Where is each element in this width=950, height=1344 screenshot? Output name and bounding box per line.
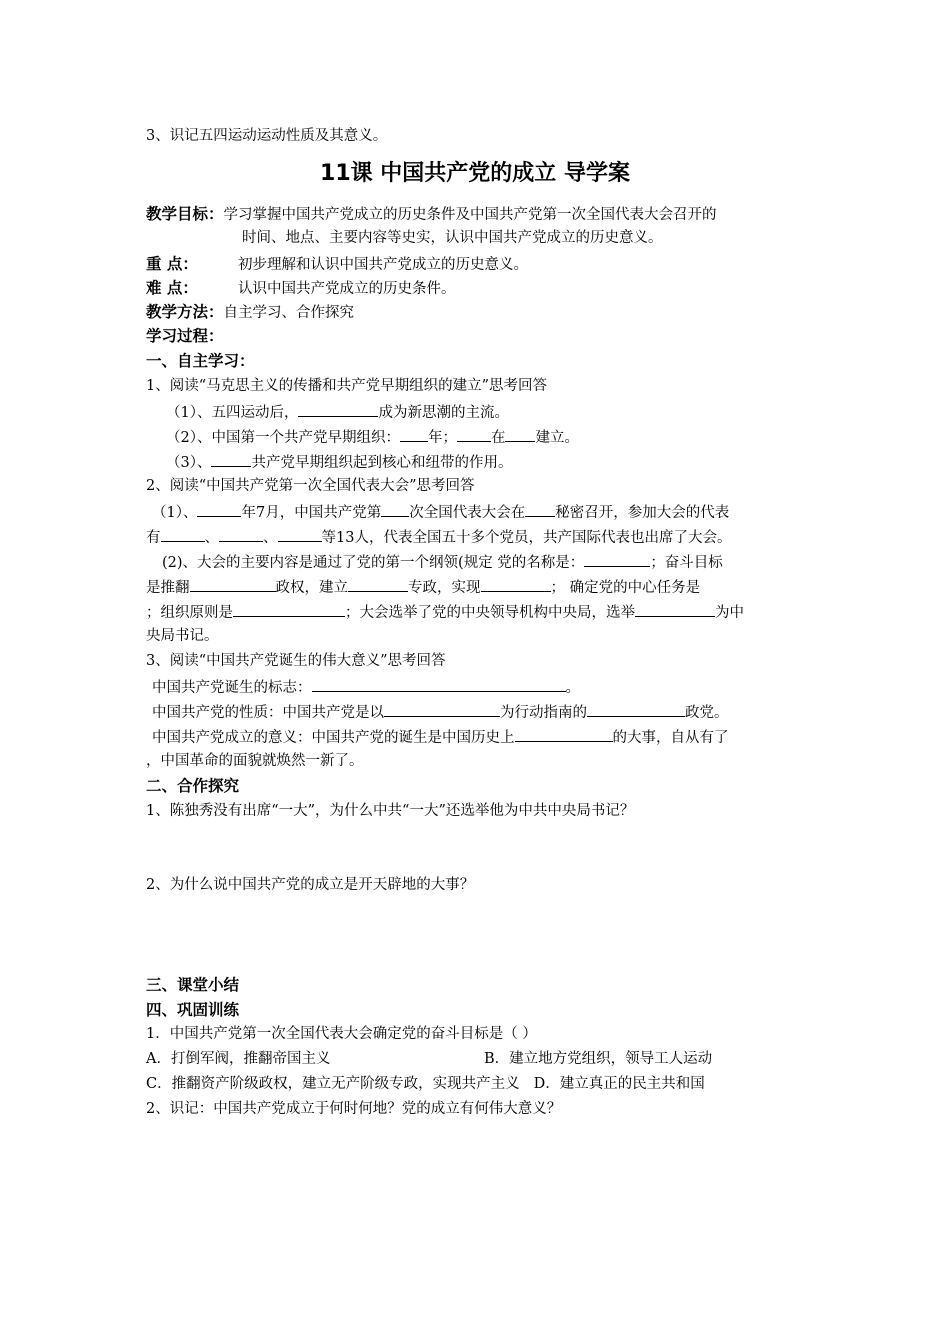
answer-blank[interactable]: [457, 426, 491, 442]
q2-item-1-text: （1）、: [152, 505, 198, 521]
option-a: A．打倒军阀，推翻帝国主义: [146, 1051, 331, 1067]
q2-sep: 、: [204, 530, 219, 546]
q2-item-1-cont: [146, 526, 731, 548]
answer-blank[interactable]: [298, 401, 378, 417]
q3-item-1: [152, 676, 580, 698]
section-2-heading: 二、合作探究: [146, 777, 240, 795]
answer-blank[interactable]: [278, 526, 322, 542]
q1-item-3: [166, 451, 512, 473]
q3-item-3-text: 中国共产党成立的意义：中国共产党的诞生是中国历史上: [152, 730, 515, 746]
q3-item-3: [152, 726, 729, 748]
s2-question-1: 1、陈独秀没有出席“一大”，为什么中共“一大”还选举他为中共中央局书记？: [146, 803, 635, 819]
answer-blank[interactable]: [190, 576, 276, 592]
q3-item-2-text: 中国共产党的性质：中国共产党是以: [152, 705, 384, 721]
method-label: 教学方法：: [146, 303, 224, 321]
q2-item-2-text: (2)、大会的主要内容是通过了党的第一个纲领(规定 党的名称是：: [162, 555, 585, 571]
answer-blank[interactable]: [197, 501, 241, 517]
answer-blank[interactable]: [481, 576, 551, 592]
q1-item-2-end: 建立。: [535, 430, 579, 446]
answer-blank[interactable]: [584, 551, 650, 567]
q2-item-1-text-e: 有: [146, 530, 161, 546]
q2-item-2-text-f: ； 确定党的中心任务是: [550, 580, 701, 596]
answer-blank[interactable]: [312, 676, 566, 692]
q2-item-1-text-h: 等13人，代表全国五十多个党员，共产国际代表也出席了大会。: [321, 530, 732, 546]
option-c: C．推翻资产阶级政权，建立无产阶级专政，实现共产主义: [146, 1076, 520, 1092]
prev-item: 3、识记五四运动运动性质及其意义。: [146, 128, 388, 144]
section-4-heading: 四、巩固训练: [146, 1001, 240, 1019]
answer-blank[interactable]: [587, 701, 685, 717]
answer-blank[interactable]: [525, 501, 555, 517]
option-b: B．建立地方党组织，领导工人运动: [484, 1051, 713, 1067]
q2-item-2-text-i: 为中: [715, 605, 744, 621]
answer-blank[interactable]: [400, 426, 428, 442]
objective-line: [146, 204, 717, 225]
q3-item-1-end: 。: [565, 680, 580, 696]
s4-options-row-1: [146, 1049, 712, 1069]
q3-item-2-text-b: 为行动指南的: [500, 705, 587, 721]
q3-item-2-end: 政党。: [685, 705, 729, 721]
q2-item-2-text-g: ；组织原则是: [146, 605, 233, 621]
answer-blank[interactable]: [211, 451, 251, 467]
key-label: 重 点：: [146, 255, 198, 273]
answer-blank[interactable]: [384, 701, 500, 717]
answer-blank[interactable]: [161, 526, 205, 542]
q1-item-2: [166, 426, 579, 448]
q1-item-2-text: （2）、中国第一个共产党早期组织：: [166, 430, 400, 446]
q2-item-1: [152, 501, 729, 523]
page-title: 11课 中国共产党的成立 导学案: [320, 161, 630, 186]
process-heading: 学习过程：: [146, 327, 224, 345]
q3-item-3-cont: ，中国革命的面貌就焕然一新了。: [146, 753, 364, 769]
q1-item-1-text-end: 成为新思潮的主流。: [378, 405, 509, 421]
q1-item-2-year: 年；: [427, 430, 457, 446]
q2-item-2-cont-2: [146, 601, 744, 623]
objective-label: 教学目标：: [146, 205, 224, 223]
q3-item-3-text-b: 的大事，自从有了: [612, 730, 729, 746]
q1-item-3-text: （3）、: [166, 455, 212, 471]
difficulty: [146, 278, 456, 299]
q2-item-1-text-b: 年7月，中国共产党第: [241, 505, 382, 521]
q2-sep: 、: [263, 530, 278, 546]
answer-blank[interactable]: [348, 576, 408, 592]
q2-item-2-text-c: 是推翻: [146, 580, 190, 596]
answer-blank[interactable]: [505, 426, 535, 442]
q3-item-1-text: 中国共产党诞生的标志：: [152, 680, 312, 696]
answer-blank[interactable]: [219, 526, 263, 542]
q2-title: 2、阅读“中国共产党第一次全国代表大会”思考回答: [146, 478, 475, 494]
q1-item-1-text: （1）、五四运动后，: [166, 405, 299, 421]
answer-blank[interactable]: [635, 601, 715, 617]
q2-item-2: [162, 551, 723, 573]
q2-item-2-text-b: ；奋斗目标: [650, 555, 723, 571]
q2-item-2-text-d: 政权，建立: [275, 580, 348, 596]
objective-line-2: 时间、地点、主要内容等史实，认识中国共产党成立的历史意义。: [242, 230, 663, 246]
s2-question-2: 2、为什么说中国共产党的成立是开天辟地的大事？: [146, 877, 475, 893]
s4-question-2: 2、识记：中国共产党成立于何时何地？党的成立有何伟大意义？: [146, 1101, 562, 1117]
q1-item-3-text-end: 共产党早期组织起到核心和纽带的作用。: [251, 455, 513, 471]
answer-blank[interactable]: [515, 726, 613, 742]
q1-item-2-at: 在: [490, 430, 506, 446]
answer-blank[interactable]: [381, 501, 409, 517]
objective-text: 学习掌握中国共产党成立的历史条件及中国共产党第一次全国代表大会召开的: [223, 207, 717, 223]
difficulty-label: 难 点：: [146, 279, 198, 297]
difficulty-text: 认识中国共产党成立的历史条件。: [238, 281, 456, 297]
section-3-heading: 三、课堂小结: [146, 976, 240, 994]
method-text: 自主学习、合作探究: [223, 305, 355, 321]
s4-question-1: 1．中国共产党第一次全国代表大会确定党的奋斗目标是（ ）: [146, 1026, 537, 1042]
q2-item-2-text-e: 专政，实现: [408, 580, 481, 596]
key-point: [146, 254, 528, 275]
q2-item-2-cont-3: 央局书记。: [146, 628, 219, 644]
q2-item-2-cont: [146, 576, 700, 598]
q3-title: 3、阅读“中国共产党诞生的伟大意义”思考回答: [146, 653, 446, 669]
option-d: D．建立真正的民主共和国: [533, 1076, 705, 1092]
s4-options-row-2: [146, 1074, 705, 1094]
key-text: 初步理解和认识中国共产党成立的历史意义。: [238, 257, 528, 273]
q3-item-2: [152, 701, 729, 723]
answer-blank[interactable]: [233, 601, 345, 617]
q2-item-1-text-c: 次全国代表大会在: [409, 505, 526, 521]
q2-item-2-text-h: ；大会选举了党的中央领导机构中央局，选举: [345, 605, 635, 621]
q2-item-1-text-d: 秘密召开，参加大会的代表: [555, 505, 730, 521]
method: [146, 302, 354, 323]
section-1-heading: 一、自主学习：: [146, 352, 255, 370]
q1-title: 1、阅读“马克思主义的传播和共产党早期组织的建立”思考回答: [146, 378, 548, 394]
q1-item-1: [166, 401, 509, 423]
